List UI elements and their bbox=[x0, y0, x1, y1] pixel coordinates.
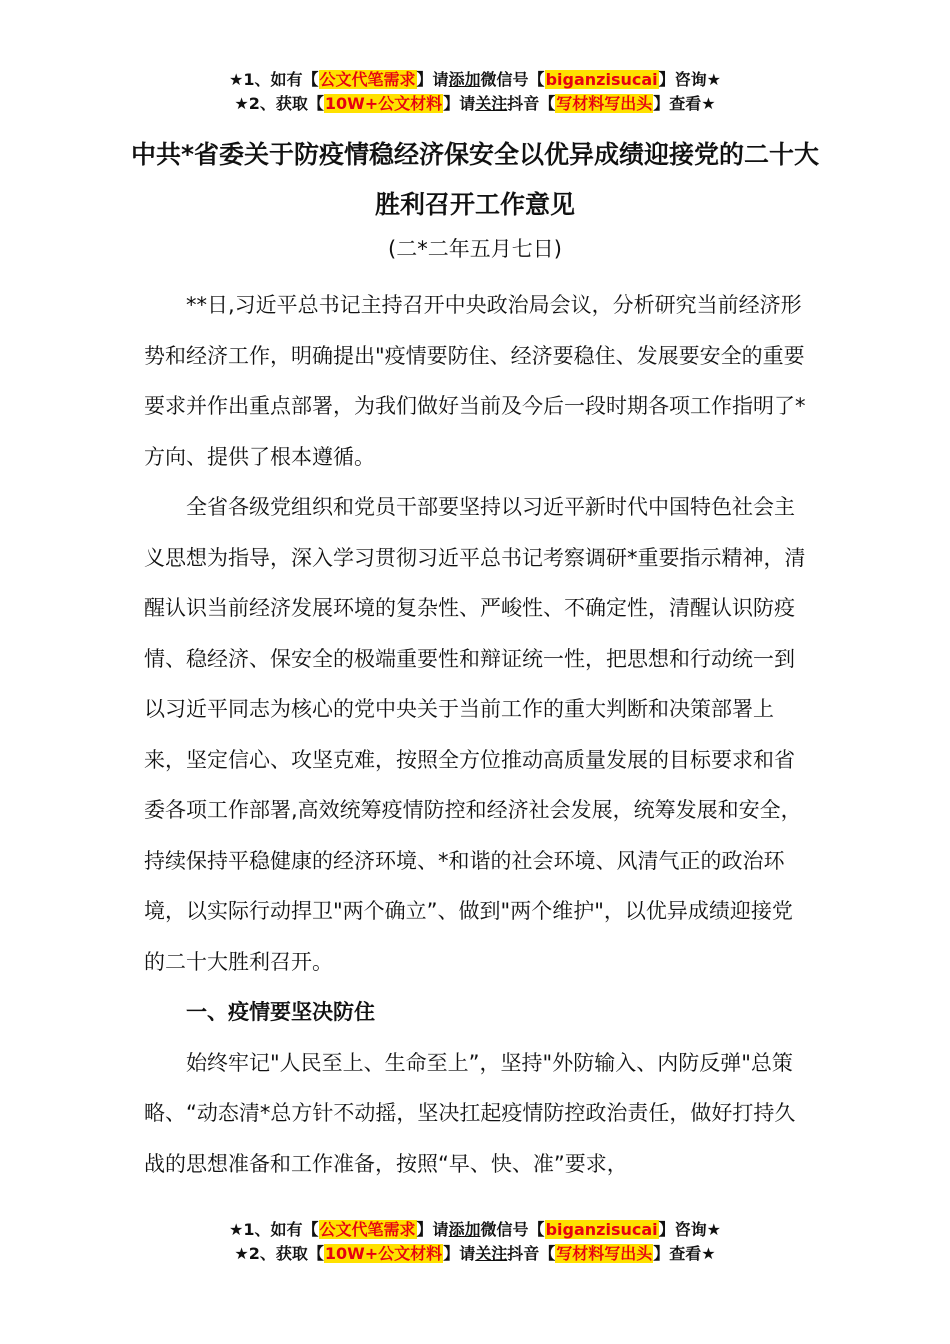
promo-line-2: ★2、获取【10W+公文材料】请关注抖音【写材料写出头】查看★ bbox=[234, 1244, 716, 1263]
paragraph: 全省各级党组织和党员干部要坚持以习近平新时代中国特色社会主义思想为指导，深入学习贯彻习近平总书记考察调研*重要指示精神，清醒认识当前经济发展环境的复杂性、严峻性、不确定性，清醒认识防疫情、稳经济、保安全的极端重要性和辩证统一性，把思想和行动统一到以习近平同志为核心的党中央关于当前工作的重大判断和决策部署上来，坚定信心、攻坚克难，按照全方位推动高质量发展的目标要求和省委各项工作部署,高效统筹疫情防控和经济社会发展，统筹发展和安全，持续保持平稳健康的经济环境、*和谐的社会环境、风清气正的政治环境，以实际行动捍卫"两个确立”、做到"两个维护"，以优异成绩迎接党的二十大胜利召开。 bbox=[144, 495, 806, 974]
promo-header bbox=[0, 68, 950, 116]
paragraph: **日,习近平总书记主持召开中央政治局会议，分析研究当前经济形势和经济工作，明确提出"疫情要防住、经济要稳住、发展要安全的重要要求并作出重点部署，为我们做好当前及今后一段时期各项工作指明了*方向、提供了根本遵循。 bbox=[144, 293, 806, 469]
document-title: 中共*省委关于防疫情稳经济保安全以优异成绩迎接党的二十大胜利召开工作意见 bbox=[130, 140, 820, 219]
section-heading: 一、疫情要坚决防住 bbox=[186, 1000, 375, 1024]
document-body bbox=[144, 280, 812, 1189]
promo-line-2: ★2、获取【10W+公文材料】请关注抖音【写材料写出头】查看★ bbox=[234, 94, 716, 113]
promo-highlight: 10W+公文材料 bbox=[324, 1244, 443, 1263]
promo-highlight: 写材料写出头 bbox=[556, 94, 653, 113]
promo-highlight: 公文代笔需求 bbox=[319, 1220, 416, 1239]
paragraph: 始终牢记"人民至上、生命至上”，坚持"外防输入、内防反弹"总策略、“动态清*总方针不动摇，坚决扛起疫情防控政治责任，做好打持久战的思想准备和工作准备，按照“早、快、准”要求， bbox=[144, 1050, 796, 1176]
promo-highlight: 公文代笔需求 bbox=[319, 70, 416, 89]
promo-highlight: biganzisucai bbox=[545, 70, 658, 89]
promo-highlight: 10W+公文材料 bbox=[324, 94, 443, 113]
document-date: (二*二年五月七日) bbox=[388, 237, 562, 261]
promo-footer bbox=[0, 1218, 950, 1266]
promo-line-1: ★1、如有【公文代笔需求】请添加微信号【biganzisucai】咨询★ bbox=[229, 70, 721, 89]
promo-line-1: ★1、如有【公文代笔需求】请添加微信号【biganzisucai】咨询★ bbox=[229, 1220, 721, 1239]
promo-highlight: 写材料写出头 bbox=[556, 1244, 653, 1263]
promo-highlight: biganzisucai bbox=[545, 1220, 658, 1239]
